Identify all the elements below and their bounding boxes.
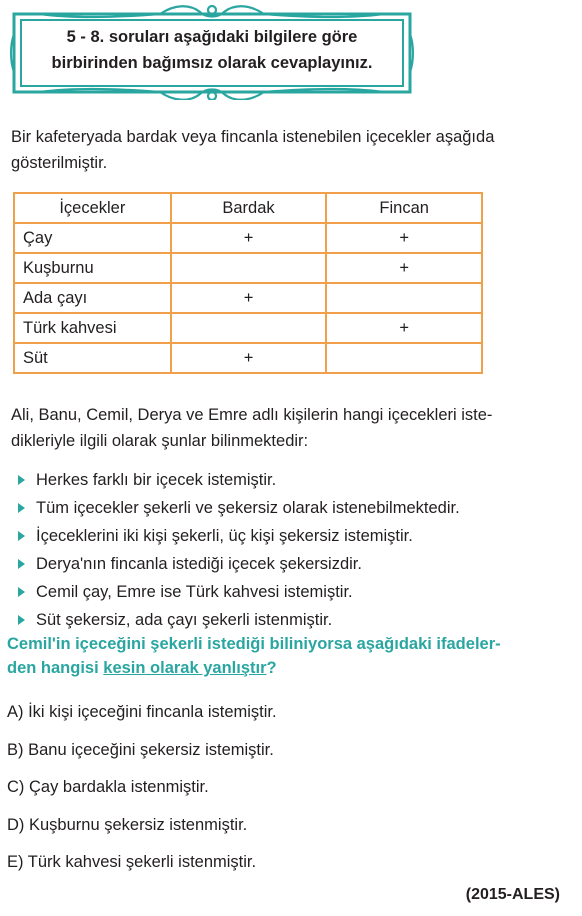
answer-options [7, 700, 567, 888]
bullet-triangle-icon [18, 531, 25, 541]
question-stem [7, 632, 575, 680]
conditions-intro-line-1: Ali, Banu, Cemil, Derya ve Emre adlı kişilerin hangi içecekleri iste- [11, 406, 493, 424]
cup-mark: + [326, 313, 482, 343]
intro-paragraph: Bir kafeteryada bardak veya fincanla istenebilen içecekler aşağıda gösterilmiştir. [11, 128, 495, 172]
list-item [0, 606, 575, 634]
header-cell-drinks: İçecekler [14, 193, 171, 223]
fact-text: Süt şekersiz, ada çayı şekerli istenmiştir. [36, 611, 333, 629]
list-item [0, 578, 575, 606]
option-c[interactable]: C) Çay bardakla istenmiştir. [7, 778, 209, 796]
glass-mark: + [171, 223, 327, 253]
list-item [0, 494, 575, 522]
fact-text: Tüm içecekler şekerli ve şekersiz olarak istenebilmektedir. [36, 499, 460, 517]
question-line-1: Cemil'in içeceğini şekerli istediği biliniyorsa aşağıdaki ifadeler- [7, 635, 501, 653]
table-row [14, 343, 482, 373]
instruction-banner [10, 4, 414, 100]
exam-source: (2015-ALES) [465, 886, 560, 903]
option-b[interactable]: B) Banu içeceğini şekersiz istemiştir. [7, 740, 274, 759]
list-item [0, 466, 575, 494]
cup-mark [326, 283, 482, 313]
question-suffix: ? [266, 659, 277, 677]
banner-text [26, 24, 398, 76]
banner-line-1: 5 - 8. soruları aşağıdaki bilgilere göre [66, 28, 358, 46]
option-a[interactable]: A) İki kişi içeceğini fincanla istemiştir. [7, 703, 277, 721]
drink-name: Çay [14, 223, 171, 253]
glass-mark [171, 313, 327, 343]
option-e[interactable]: E) Türk kahvesi şekerli istenmiştir. [7, 853, 257, 871]
drink-name: Kuşburnu [14, 253, 171, 283]
glass-mark [171, 253, 327, 283]
question-line-2 [7, 656, 575, 680]
bullet-triangle-icon [18, 615, 25, 625]
drink-name: Türk kahvesi [14, 313, 171, 343]
drinks-table [13, 192, 483, 374]
drink-name: Süt [14, 343, 171, 373]
facts-list [0, 466, 575, 634]
conditions-intro [11, 402, 571, 454]
header-cell-cup: Fincan [326, 193, 482, 223]
glass-mark: + [171, 343, 327, 373]
banner-line-2: birbirinden bağımsız olarak cevaplayınız. [51, 54, 373, 72]
table-row [14, 223, 482, 253]
fact-text: Herkes farklı bir içecek istemiştir. [36, 471, 277, 489]
bullet-triangle-icon [18, 587, 25, 597]
question-prefix: den hangisi [7, 659, 104, 677]
cup-mark [326, 343, 482, 373]
question-emphasis: kesin olarak yanlıştır [103, 659, 267, 677]
list-item [0, 550, 575, 578]
glass-mark: + [171, 283, 327, 313]
cup-mark: + [326, 223, 482, 253]
option-d[interactable]: D) Kuşburnu şekersiz istenmiştir. [7, 815, 248, 834]
header-cell-glass: Bardak [171, 193, 327, 223]
table-row [14, 253, 482, 283]
table-row [14, 313, 482, 343]
table-row [14, 283, 482, 313]
bullet-triangle-icon [18, 559, 25, 569]
fact-text: Cemil çay, Emre ise Türk kahvesi istemiştir. [36, 583, 353, 601]
fact-text: Derya'nın fincanla istediği içecek şekersizdir. [36, 555, 362, 573]
cup-mark: + [326, 253, 482, 283]
list-item [0, 522, 575, 550]
conditions-intro-line-2: dikleriyle ilgili olarak şunlar bilinmektedir: [11, 432, 309, 450]
fact-text: İçeceklerini iki kişi şekerli, üç kişi şekersiz istemiştir. [36, 527, 413, 545]
bullet-triangle-icon [18, 503, 25, 513]
bullet-triangle-icon [18, 475, 25, 485]
drink-name: Ada çayı [14, 283, 171, 313]
table-header-row [14, 193, 482, 223]
